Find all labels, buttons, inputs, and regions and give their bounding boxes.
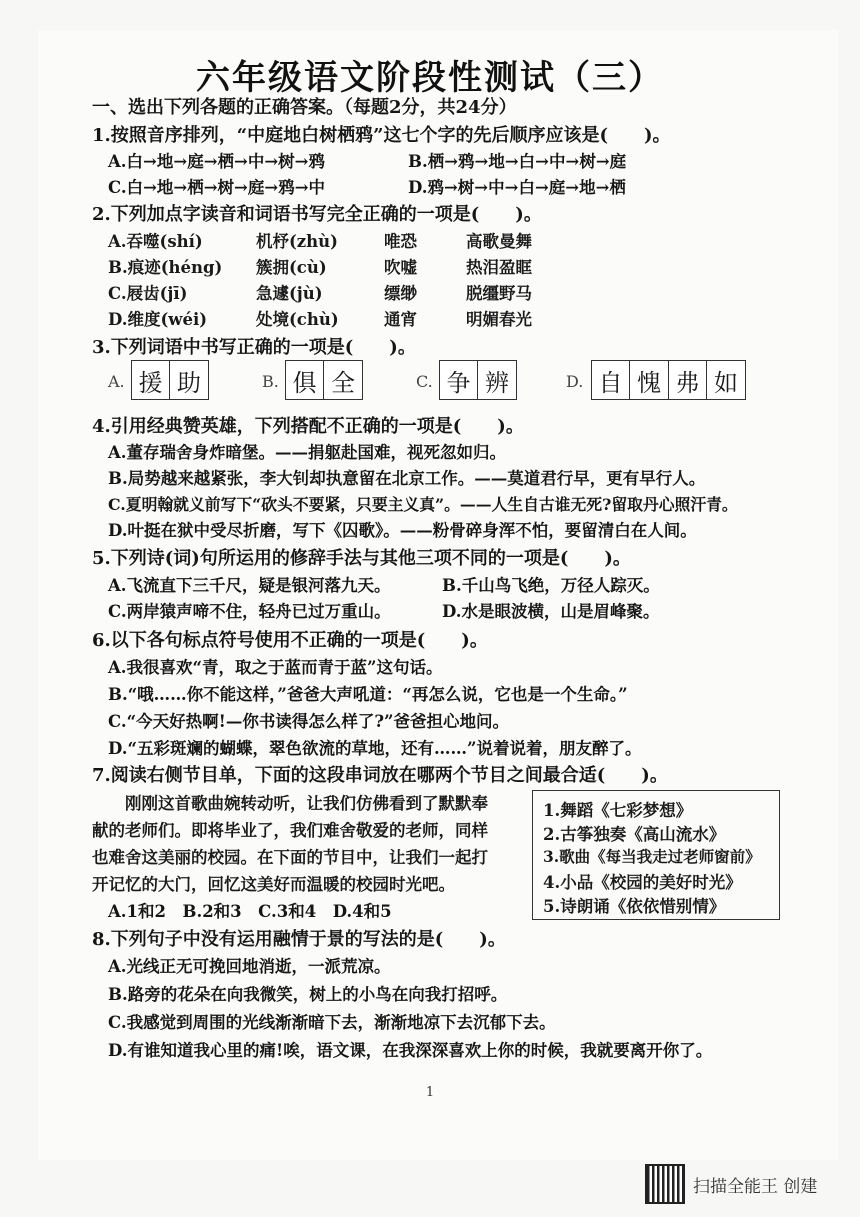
q5-option-c: C.两岸猿声啼不住，轻舟已过万重山。 — [108, 602, 391, 621]
q2-a-1: A.吞噬(shí) — [108, 232, 203, 251]
q2-a-4: 高歌曼舞 — [466, 232, 532, 251]
q2-d-3: 通宵 — [384, 310, 417, 329]
q3-label-c: C. — [416, 372, 433, 391]
q2-d-4: 明媚春光 — [466, 310, 532, 329]
q1-option-d: D.鸦→树→中→白→庭→地→栖 — [408, 178, 626, 197]
q4-option-d: D.叶挺在狱中受尽折磨，写下《囚歌》。——粉骨碎身浑不怕，要留清白在人间。 — [108, 521, 697, 540]
program-list-box — [532, 790, 780, 920]
question-5: 5.下列诗(词)句所运用的修辞手法与其他三项不同的一项是( )。 — [92, 548, 631, 569]
q2-c-1: C.屐齿(jī) — [108, 284, 188, 303]
q8-option-b: B.路旁的花朵在向我微笑，树上的小鸟在向我打招呼。 — [108, 985, 508, 1004]
page-number: 1 — [425, 1085, 435, 1100]
q3-label-b: B. — [262, 372, 279, 391]
question-6: 6.以下各句标点符号使用不正确的一项是( )。 — [92, 630, 488, 651]
q2-b-3: 吹嘘 — [384, 258, 417, 277]
q2-a-3: 唯恐 — [384, 232, 417, 251]
program-item-1: 1.舞蹈《七彩梦想》 — [543, 801, 693, 820]
q6-option-a: A.我很喜欢“青，取之于蓝而青于蓝”这句话。 — [108, 658, 443, 677]
question-8: 8.下列句子中没有运用融情于景的写法的是( )。 — [92, 929, 506, 950]
q3-a-char-2: 助 — [169, 360, 209, 400]
program-item-2: 2.古筝独奏《高山流水》 — [543, 825, 726, 844]
question-2: 2.下列加点字读音和词语书写完全正确的一项是( )。 — [92, 204, 542, 225]
q7-passage-line-1: 刚刚这首歌曲婉转动听，让我们仿佛看到了默默奉 — [92, 794, 488, 813]
q2-d-1: D.维度(wéi) — [108, 310, 208, 329]
q3-d-char-1: 自 — [591, 360, 631, 400]
q5-option-a: A.飞流直下三千尺，疑是银河落九天。 — [108, 576, 391, 595]
q1-option-c: C.白→地→栖→树→庭→鸦→中 — [108, 178, 326, 197]
q6-option-d: D.“五彩斑斓的蝴蝶，翠色欲流的草地，还有……”说着说着，朋友醉了。 — [108, 739, 642, 758]
question-3: 3.下列词语中书写正确的一项是( )。 — [92, 337, 416, 358]
q2-d-2: 处境(chù) — [256, 310, 339, 329]
section-heading: 一、选出下列各题的正确答案。（每题2分，共24分） — [92, 97, 517, 118]
q3-option-d — [592, 360, 746, 402]
qr-code-icon — [645, 1164, 685, 1204]
q4-option-a: A.董存瑞舍身炸暗堡。——捐躯赴国难，视死忽如归。 — [108, 443, 507, 462]
q3-c-char-2: 辨 — [477, 360, 517, 400]
q2-c-3: 缥缈 — [384, 284, 417, 303]
q2-b-4: 热泪盈眶 — [466, 258, 532, 277]
q4-option-c: C.夏明翰就义前写下“砍头不要紧，只要主义真”。——人生自古谁无死?留取丹心照汗青。 — [108, 495, 738, 514]
question-7: 7.阅读右侧节目单，下面的这段串词放在哪两个节目之间最合适( )。 — [92, 765, 668, 786]
page-title: 六年级语文阶段性测试（三） — [196, 58, 664, 98]
q5-option-b: B.千山鸟飞绝，万径人踪灭。 — [442, 576, 660, 595]
q3-label-d: D. — [566, 372, 584, 391]
question-1: 1.按照音序排列，“中庭地白树栖鸦”这七个字的先后顺序应该是( )。 — [92, 125, 671, 146]
q8-option-a: A.光线正无可挽回地消逝，一派荒凉。 — [108, 957, 391, 976]
q5-option-d: D.水是眼波横，山是眉峰聚。 — [442, 602, 660, 621]
q3-option-b — [286, 360, 363, 402]
q7-passage-line-4: 开记忆的大门，回忆这美好而温暖的校园时光吧。 — [92, 875, 455, 894]
q7-choices: A.1和2 B.2和3 C.3和4 D.4和5 — [108, 902, 392, 921]
q3-d-char-3: 弗 — [668, 360, 708, 400]
program-item-4: 4.小品《校园的美好时光》 — [543, 873, 742, 892]
q3-label-a: A. — [108, 372, 125, 391]
q2-c-2: 急遽(jù) — [256, 284, 323, 303]
q2-c-4: 脱缰野马 — [466, 284, 532, 303]
q3-c-char-1: 争 — [439, 360, 479, 400]
q3-option-a — [132, 360, 209, 402]
q3-a-char-1: 援 — [131, 360, 171, 400]
q2-b-1: B.痕迹(héng) — [108, 258, 223, 277]
program-item-5: 5.诗朗诵《依依惜别情》 — [543, 897, 726, 916]
scanner-watermark — [645, 1164, 817, 1204]
q6-option-c: C.“今天好热啊!—你书读得怎么样了?”爸爸担心地问。 — [108, 712, 509, 731]
q6-option-b: B.“哦……你不能这样，”爸爸大声吼道：“再怎么说，它也是一个生命。” — [108, 685, 628, 704]
q1-option-b: B.栖→鸦→地→白→中→树→庭 — [408, 152, 627, 171]
q1-option-a: A.白→地→庭→栖→中→树→鸦 — [108, 152, 325, 171]
q3-b-char-2: 全 — [323, 360, 363, 400]
q8-option-d: D.有谁知道我心里的痛!唉，语文课，在我深深喜欢上你的时候，我就要离开你了。 — [108, 1041, 713, 1060]
program-item-3: 3.歌曲《每当我走过老师窗前》 — [543, 847, 761, 866]
q7-passage-line-3: 也难舍这美丽的校园。在下面的节目中，让我们一起打 — [92, 848, 488, 867]
q2-b-2: 簇拥(cù) — [256, 258, 327, 277]
q2-a-2: 机杼(zhù) — [256, 232, 338, 251]
q3-d-char-2: 愧 — [629, 360, 669, 400]
q4-option-b: B.局势越来越紧张，李大钊却执意留在北京工作。——莫道君行早，更有早行人。 — [108, 469, 706, 488]
q3-option-c — [440, 360, 517, 402]
q7-passage-line-2: 献的老师们。即将毕业了，我们难舍敬爱的老师，同样 — [92, 821, 488, 840]
q3-b-char-1: 俱 — [285, 360, 325, 400]
watermark-text: 扫描全能王 创建 — [693, 1176, 818, 1197]
q8-option-c: C.我感觉到周围的光线渐渐暗下去，渐渐地凉下去沉郁下去。 — [108, 1013, 556, 1032]
question-4: 4.引用经典赞英雄，下列搭配不正确的一项是( )。 — [92, 416, 524, 437]
q3-d-char-4: 如 — [706, 360, 746, 400]
